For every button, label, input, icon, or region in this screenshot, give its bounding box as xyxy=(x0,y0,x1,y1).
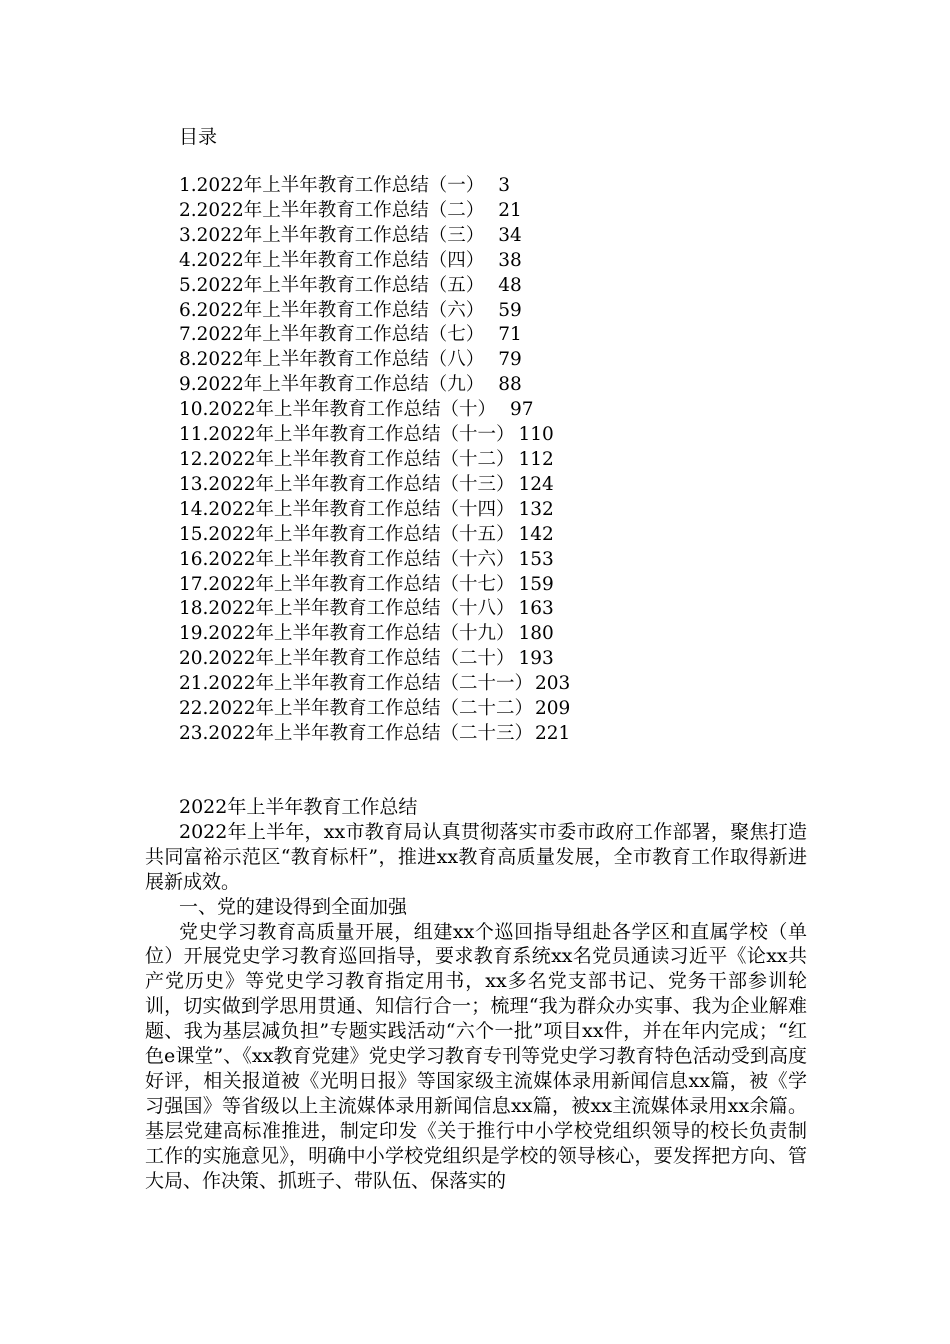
toc-entry-page: 97 xyxy=(510,399,534,421)
toc-entry-page: 79 xyxy=(498,349,522,371)
toc-entry-page: 180 xyxy=(518,623,554,645)
toc-entry[interactable] xyxy=(179,697,570,722)
toc-entry[interactable] xyxy=(179,722,570,747)
toc-entry-page: 209 xyxy=(535,698,571,720)
toc-entry-page: 48 xyxy=(498,274,522,296)
toc-entry[interactable] xyxy=(179,274,570,299)
toc-entry[interactable] xyxy=(179,672,570,697)
toc-entry-page: 59 xyxy=(498,299,522,321)
toc-entry-page: 21 xyxy=(498,199,522,221)
toc-entry-page: 38 xyxy=(498,249,522,271)
toc-entry-number: 9. xyxy=(179,374,197,396)
toc-entry[interactable] xyxy=(179,299,570,324)
toc-entry-page: 221 xyxy=(535,722,571,744)
toc-entry-title: 2022年上半年教育工作总结（十四） xyxy=(208,498,515,520)
toc-entry[interactable] xyxy=(179,523,570,548)
toc-entry[interactable] xyxy=(179,597,570,622)
toc-entry[interactable] xyxy=(179,348,570,373)
toc-entry-title: 2022年上半年教育工作总结（三） xyxy=(196,224,485,246)
article-body xyxy=(145,795,807,1194)
toc-entry[interactable] xyxy=(179,622,570,647)
toc-entry[interactable] xyxy=(179,473,570,498)
toc-entry-number: 13. xyxy=(179,473,209,495)
toc-entry-title: 2022年上半年教育工作总结（二十一） xyxy=(208,673,534,695)
toc-entry-page: 163 xyxy=(518,598,554,620)
toc-entry-page: 124 xyxy=(518,473,554,495)
toc-entry-title: 2022年上半年教育工作总结（二） xyxy=(196,199,485,221)
toc-entry-title: 2022年上半年教育工作总结（二十三） xyxy=(208,722,534,744)
toc-entry-title: 2022年上半年教育工作总结（十一） xyxy=(208,424,515,446)
toc-entry-title: 2022年上半年教育工作总结（八） xyxy=(196,349,485,371)
article-intro: 2022年上半年，xx市教育局认真贯彻落实市委市政府工作部署，聚焦打造共同富裕示范区“教育标杆”，推进xx教育高质量发展，全市教育工作取得新进展新成效。 xyxy=(145,820,807,893)
toc-entry-title: 2022年上半年教育工作总结（一） xyxy=(196,175,485,196)
toc-entry-title: 2022年上半年教育工作总结（十五） xyxy=(208,523,515,545)
toc-entry-number: 20. xyxy=(179,648,209,670)
toc-entry-page: 132 xyxy=(518,498,554,520)
toc-entry-page: 34 xyxy=(498,224,522,246)
toc-entry-number: 7. xyxy=(179,324,197,346)
toc-entry-title: 2022年上半年教育工作总结（十三） xyxy=(208,473,515,495)
toc-entry-title: 2022年上半年教育工作总结（二十） xyxy=(208,648,515,670)
toc-entry[interactable] xyxy=(179,199,570,224)
toc-entry-title: 2022年上半年教育工作总结（十） xyxy=(208,399,497,421)
toc-entry-page: 153 xyxy=(518,548,554,570)
toc-entry-number: 2. xyxy=(179,199,197,221)
toc-entry-title: 2022年上半年教育工作总结（十七） xyxy=(208,573,515,595)
toc-entry-page: 159 xyxy=(518,573,554,595)
toc-entry[interactable] xyxy=(179,448,570,473)
toc-entry[interactable] xyxy=(179,398,570,423)
toc-entry-number: 1. xyxy=(179,175,197,196)
toc-entry-number: 23. xyxy=(179,722,209,744)
toc-entry-title: 2022年上半年教育工作总结（十八） xyxy=(208,598,515,620)
toc-entry-number: 12. xyxy=(179,448,209,470)
toc-entry-number: 19. xyxy=(179,623,209,645)
toc-entry-title: 2022年上半年教育工作总结（六） xyxy=(196,299,485,321)
toc-entry-number: 6. xyxy=(179,299,197,321)
toc-entry-number: 10. xyxy=(179,399,209,421)
toc-entry-title: 2022年上半年教育工作总结（九） xyxy=(196,374,485,396)
toc-entry-number: 5. xyxy=(179,274,197,296)
toc-entry-number: 15. xyxy=(179,523,209,545)
toc-entry-title: 2022年上半年教育工作总结（七） xyxy=(196,324,485,346)
toc-entry[interactable] xyxy=(179,423,570,448)
section-paragraph: 党史学习教育高质量开展，组建xx个巡回指导组赴各学区和直属学校（单位）开展党史学习教育巡回指导，要求教育系统xx名党员通读习近平《论xx共产党历史》等党史学习教育指定用书，xx多名党支部书记、党务干部参训轮训，切实做到学思用贯通、知信行合一；梳理“我为群众办实事、我为企业解难题、我为基层减负担”专题实践活动“六个一批”项目xx件，并在年内完成；“红色e课堂”、《xx教育党建》党史学习教育专刊等党史学习教育特色活动受到高度好评，相关报道被《光明日报》等国家级主流媒体录用新闻信息xx篇，被《学习强国》等省级以上主流媒体录用新闻信息xx篇，被xx主流媒体录用xx余篇。基层党建高标准推进，制定印发《关于推行中小学校党组织领导的校长负责制工作的实施意见》，明确中小学校党组织是学校的领导核心，要发挥把方向、管大局、作决策、抓班子、带队伍、保落实的 xyxy=(145,920,807,1192)
toc-entry[interactable] xyxy=(179,323,570,348)
toc-entry-title: 2022年上半年教育工作总结（四） xyxy=(196,249,485,271)
section-heading: 一、党的建设得到全面加强 xyxy=(179,895,408,918)
toc-entry-title: 2022年上半年教育工作总结（五） xyxy=(196,274,485,296)
toc-entry-title: 2022年上半年教育工作总结（二十二） xyxy=(208,698,534,720)
toc-entry[interactable] xyxy=(179,249,570,274)
toc-entry[interactable] xyxy=(179,373,570,398)
table-of-contents xyxy=(179,174,570,747)
toc-entry[interactable] xyxy=(179,174,570,199)
toc-entry-number: 16. xyxy=(179,548,209,570)
toc-entry-page: 142 xyxy=(518,523,554,545)
toc-entry-number: 17. xyxy=(179,573,209,595)
toc-entry-number: 14. xyxy=(179,498,209,520)
toc-entry-title: 2022年上半年教育工作总结（十六） xyxy=(208,548,515,570)
toc-entry[interactable] xyxy=(179,548,570,573)
toc-entry-page: 71 xyxy=(498,324,522,346)
toc-entry-page: 110 xyxy=(518,424,554,446)
toc-entry-page: 203 xyxy=(535,673,571,695)
toc-entry-number: 21. xyxy=(179,673,209,695)
toc-entry-number: 22. xyxy=(179,698,209,720)
toc-entry-number: 3. xyxy=(179,224,197,246)
toc-entry[interactable] xyxy=(179,573,570,598)
toc-entry-number: 18. xyxy=(179,598,209,620)
toc-entry-title: 2022年上半年教育工作总结（十二） xyxy=(208,448,515,470)
toc-entry-page: 112 xyxy=(518,448,554,470)
toc-heading: 目录 xyxy=(179,126,218,148)
toc-entry[interactable] xyxy=(179,224,570,249)
toc-entry[interactable] xyxy=(179,647,570,672)
toc-entry-page: 88 xyxy=(498,374,522,396)
toc-entry-number: 4. xyxy=(179,249,197,271)
article-title: 2022年上半年教育工作总结 xyxy=(179,796,418,818)
toc-entry-title: 2022年上半年教育工作总结（十九） xyxy=(208,623,515,645)
toc-entry-number: 8. xyxy=(179,349,197,371)
toc-entry-page: 193 xyxy=(518,648,554,670)
toc-entry[interactable] xyxy=(179,498,570,523)
toc-entry-number: 11. xyxy=(179,424,209,446)
toc-entry-page: 3 xyxy=(498,175,511,196)
